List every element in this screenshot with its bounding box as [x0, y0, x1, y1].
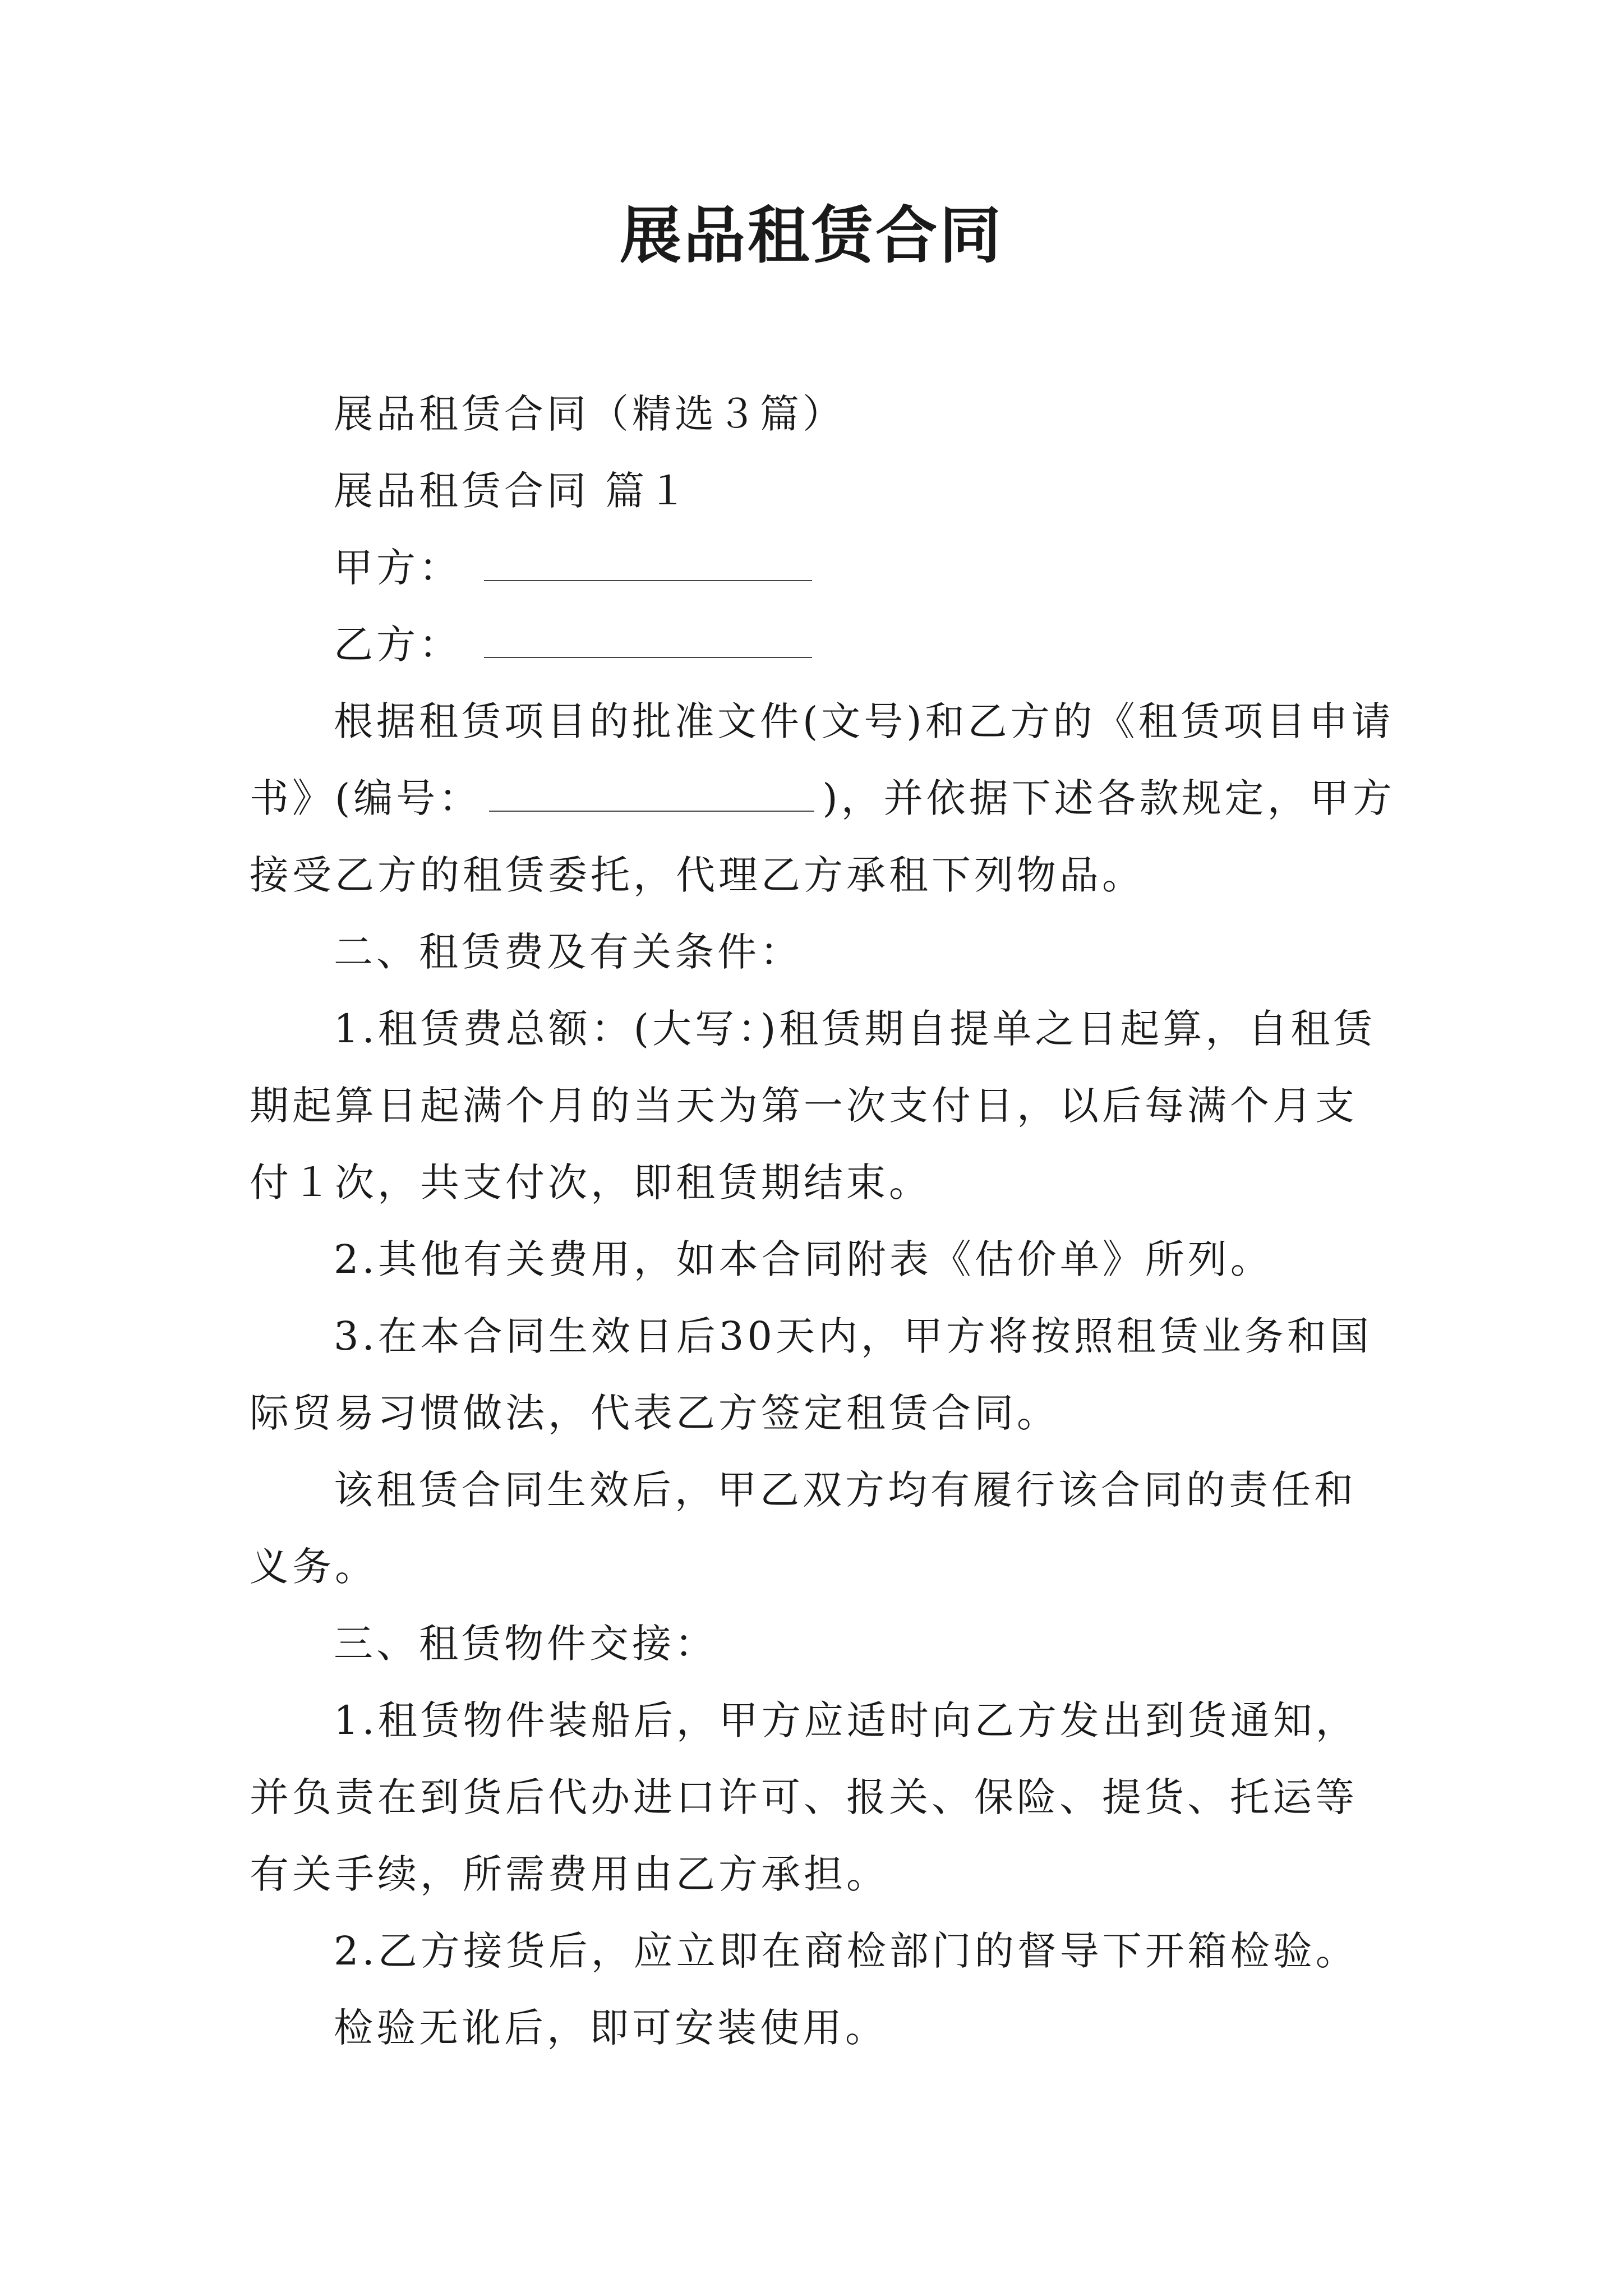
intro-paragraph: [250, 683, 1396, 914]
intro-text-2: )，并依据下述各款规定，甲方接受乙方的租赁委托，代理乙方承租下列物品。: [250, 775, 1395, 898]
clause-2-3: 3.在本合同生效日后30天内，甲方将按照租赁业务和国际贸易习惯做法，代表乙方签定租赁合同。: [250, 1313, 1372, 1436]
document-title: 展品租赁合同: [620, 199, 1003, 272]
inspection-paragraph: 检验无讹后，即可安装使用。: [334, 2005, 888, 2051]
chapter-heading: 展品租赁合同 篇１: [334, 468, 691, 514]
party-b-label: 乙方：: [334, 622, 462, 668]
party-a-blank: [484, 541, 812, 581]
party-b-line: [250, 606, 1396, 683]
clause-3-2: 2.乙方接货后，应立即在商检部门的督导下开箱检验。: [334, 1928, 1358, 1974]
clause-3-1: 1.租赁物件装船后，甲方应适时向乙方发出到货通知，并负责在到货后代办进口许可、报关、保险、提货、托运等有关手续，所需费用由乙方承担。: [250, 1697, 1358, 1897]
subtitle: 展品租赁合同（精选３篇）: [334, 391, 845, 437]
intro-text-1: 根据租赁项目的批准文件(文号)和乙方的《租赁项目申请书》(编号：: [250, 698, 1394, 821]
effect-paragraph: 该租赁合同生效后，甲乙双方均有履行该合同的责任和义务。: [250, 1467, 1357, 1590]
clause-2-1: 1.租赁费总额：(大写：)租赁期自提单之日起算，自租赁期起算日起满个月的当天为第一次支付日，以后每满个月支付１次，共支付次，即租赁期结束。: [250, 1006, 1376, 1205]
party-b-blank: [484, 618, 812, 658]
document-body: [250, 376, 1396, 2067]
clause-2-2: 2.其他有关费用，如本合同附表《估价单》所列。: [334, 1236, 1273, 1282]
section-2-heading: 二、租赁费及有关条件：: [334, 929, 803, 975]
party-a-label: 甲方：: [334, 545, 462, 591]
party-a-line: [250, 530, 1396, 606]
application-number-blank: [489, 771, 814, 812]
section-3-heading: 三、租赁物件交接：: [334, 1621, 717, 1667]
